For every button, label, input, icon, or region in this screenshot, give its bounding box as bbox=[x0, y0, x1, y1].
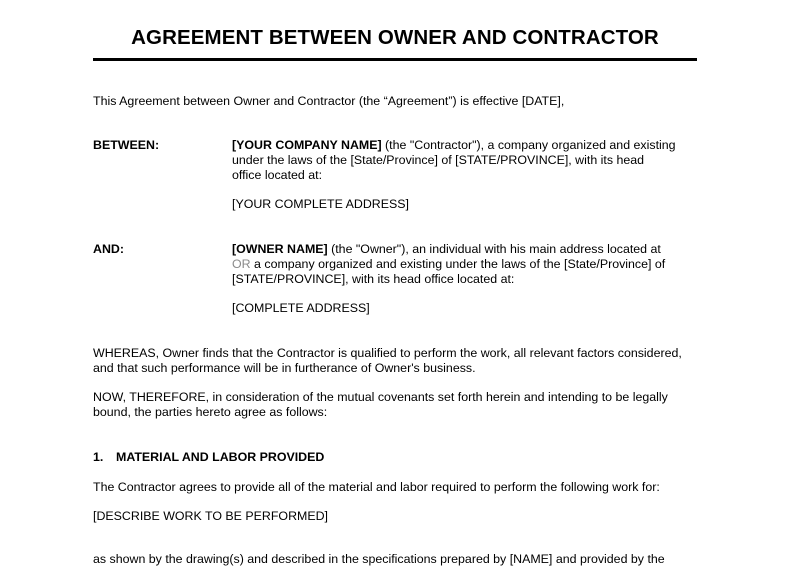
owner-line3: [STATE/PROVINCE], with its head office located at: bbox=[232, 272, 515, 286]
owner-address-placeholder: [COMPLETE ADDRESS] bbox=[232, 301, 370, 315]
and-label: AND: bbox=[93, 242, 124, 256]
now-therefore-line2: bound, the parties hereto agree as follows: bbox=[93, 405, 328, 419]
contractor-line2: under the laws of the [State/Province] of [STATE/PROVINCE], with its head bbox=[232, 153, 645, 167]
title-divider bbox=[93, 58, 697, 61]
contractor-line3: office located at: bbox=[232, 168, 323, 182]
now-therefore-line1: NOW, THEREFORE, in consideration of the mutual covenants set forth herein and intending to be legally bbox=[93, 390, 668, 404]
owner-line2: a company organized and existing under the laws of the [State/Province] of bbox=[250, 257, 666, 271]
contractor-party-block bbox=[232, 138, 676, 212]
intro-paragraph: This Agreement between Owner and Contractor (the “Agreement”) is effective [DATE], bbox=[93, 94, 565, 108]
owner-name-placeholder: [OWNER NAME] bbox=[232, 242, 328, 256]
whereas-paragraph bbox=[93, 346, 682, 376]
between-label: BETWEEN: bbox=[93, 138, 160, 152]
contractor-address-placeholder: [YOUR COMPLETE ADDRESS] bbox=[232, 197, 409, 211]
or-option-marker: OR bbox=[232, 257, 251, 271]
owner-party-block bbox=[232, 242, 665, 316]
owner-line1: (the "Owner"), an individual with his main address located at bbox=[327, 242, 661, 256]
now-therefore-paragraph bbox=[93, 390, 668, 420]
contractor-name-placeholder: [YOUR COMPANY NAME] bbox=[232, 138, 382, 152]
contractor-line1: (the "Contractor"), a company organized and existing bbox=[381, 138, 676, 152]
document-title: AGREEMENT BETWEEN OWNER AND CONTRACTOR bbox=[131, 26, 659, 49]
section-title: MATERIAL AND LABOR PROVIDED bbox=[116, 450, 325, 464]
whereas-line2: and that such performance will be in furtherance of Owner's business. bbox=[93, 361, 476, 375]
section-number: 1. bbox=[93, 450, 104, 464]
whereas-line1: WHEREAS, Owner finds that the Contractor is qualified to perform the work, all relevant factors considered, bbox=[93, 346, 682, 360]
section-1-heading bbox=[93, 450, 324, 464]
cutoff-paragraph: as shown by the drawing(s) and described in the specifications prepared by [NAME] and provided by the bbox=[93, 552, 665, 566]
section-1-paragraph: The Contractor agrees to provide all of the material and labor required to perform the following work for: bbox=[93, 480, 660, 494]
work-description-placeholder: [DESCRIBE WORK TO BE PERFORMED] bbox=[93, 509, 328, 523]
